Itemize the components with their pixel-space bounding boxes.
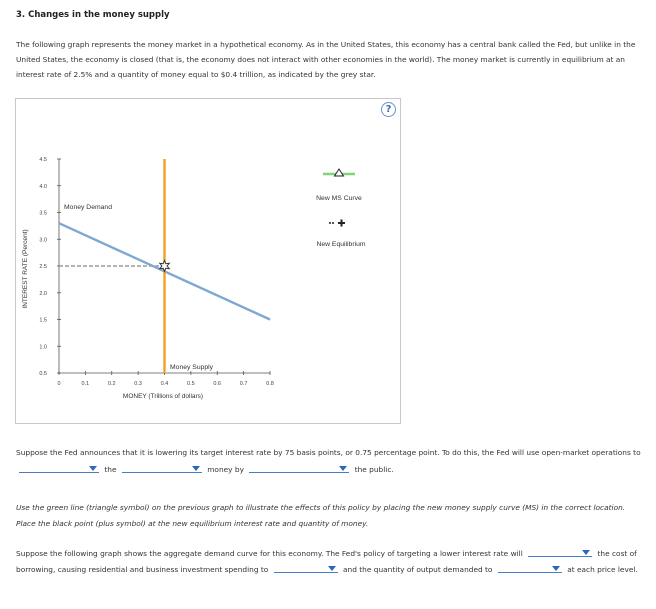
dot-icon [332, 222, 334, 224]
q3-text-d: at each price level. [567, 565, 638, 574]
x-tick-label: 0.1 [81, 381, 90, 387]
question-fed-policy [16, 444, 644, 478]
y-tick-label: 2.5 [39, 264, 47, 270]
x-tick-label: 0.8 [266, 381, 274, 387]
graph-instructions: Use the green line (triangle symbol) on the previous graph to illustrate the effects of this policy by placing the new money supply curve (MS) in the correct location. Place the black point (plus symbol) at the new equilibrium interest rate and quantity of money. [16, 503, 626, 528]
y-tick-label: 4.5 [39, 157, 47, 163]
x-tick-label: 0.5 [187, 381, 195, 387]
y-axis-label: INTEREST RATE (Percent) [22, 229, 29, 309]
intro-paragraph: The following graph represents the money market in a hypothetical economy. As in the United States, this economy has a central bank called the Fed, but unlike in the United States, the economy is closed (that is, the economy does not interact with other economies in the world). The money market is currently in equilibrium at an interest rate of 2.5% and a quantity of money equal to $0.4 trillion, as indicated by the grey star. [16, 40, 636, 79]
question-aggregate-demand [16, 546, 644, 578]
money-market-graph[interactable] [15, 98, 401, 424]
q3-text-c: and the quantity of output demanded to [343, 565, 493, 574]
y-tick-label: 2.0 [39, 290, 47, 297]
y-tick-label: 1.5 [39, 317, 47, 324]
x-tick-label: 0.3 [134, 381, 142, 387]
new-ms-legend-label: New MS Curve [316, 195, 362, 202]
legend-new-equilibrium[interactable] [329, 220, 345, 227]
y-tick-label: 1.0 [39, 344, 47, 351]
legend-new-ms-curve[interactable] [323, 169, 355, 176]
x-axis-label: MONEY (Trillions of dollars) [122, 393, 204, 400]
y-tick-label: 3.0 [39, 237, 47, 244]
money-supply-label: Money Supply [170, 364, 214, 371]
money-demand-label: Money Demand [64, 204, 112, 211]
open-market-action-dropdown[interactable] [19, 463, 99, 473]
q1-text-a: Suppose the Fed announces that it is lowering its target interest rate by 75 basis points, or 0.75 percentage point. To do this, the Fed will use open-market operations to [16, 448, 641, 457]
x-tick-label: 0 [57, 381, 61, 387]
new-equilibrium-legend-label: New Equilibrium [316, 241, 366, 248]
x-tick-label: 0.4 [160, 381, 169, 387]
output-demanded-dropdown[interactable] [498, 563, 562, 573]
y-tick-label: 3.5 [39, 210, 47, 217]
triangle-icon[interactable] [335, 169, 344, 176]
help-button[interactable]: ? [381, 102, 396, 117]
q1-text-d: the public. [354, 465, 394, 474]
securities-action-dropdown[interactable] [249, 463, 349, 473]
plot-area[interactable] [16, 99, 402, 425]
y-tick-label: 0.5 [39, 371, 47, 377]
x-tick-label: 0.7 [239, 381, 248, 387]
plus-icon[interactable] [338, 220, 345, 227]
y-tick-label: 4.0 [39, 183, 47, 190]
borrowing-cost-dropdown[interactable] [528, 547, 592, 557]
q3-text-b: the cost of borrowing, causing residential and business investment spending to [16, 549, 637, 574]
q1-text-b: the [104, 465, 117, 474]
x-tick-label: 0.2 [107, 381, 116, 387]
section-heading: 3. Changes in the money supply [16, 10, 170, 20]
q1-text-c: money by [207, 465, 244, 474]
dot-icon [329, 222, 331, 224]
investment-spending-dropdown[interactable] [274, 563, 338, 573]
q3-text-a: Suppose the following graph shows the aggregate demand curve for this economy. The Fed's policy of targeting a lower interest rate will [16, 549, 523, 558]
money-action-dropdown[interactable] [122, 463, 202, 473]
x-tick-label: 0.6 [213, 381, 222, 387]
